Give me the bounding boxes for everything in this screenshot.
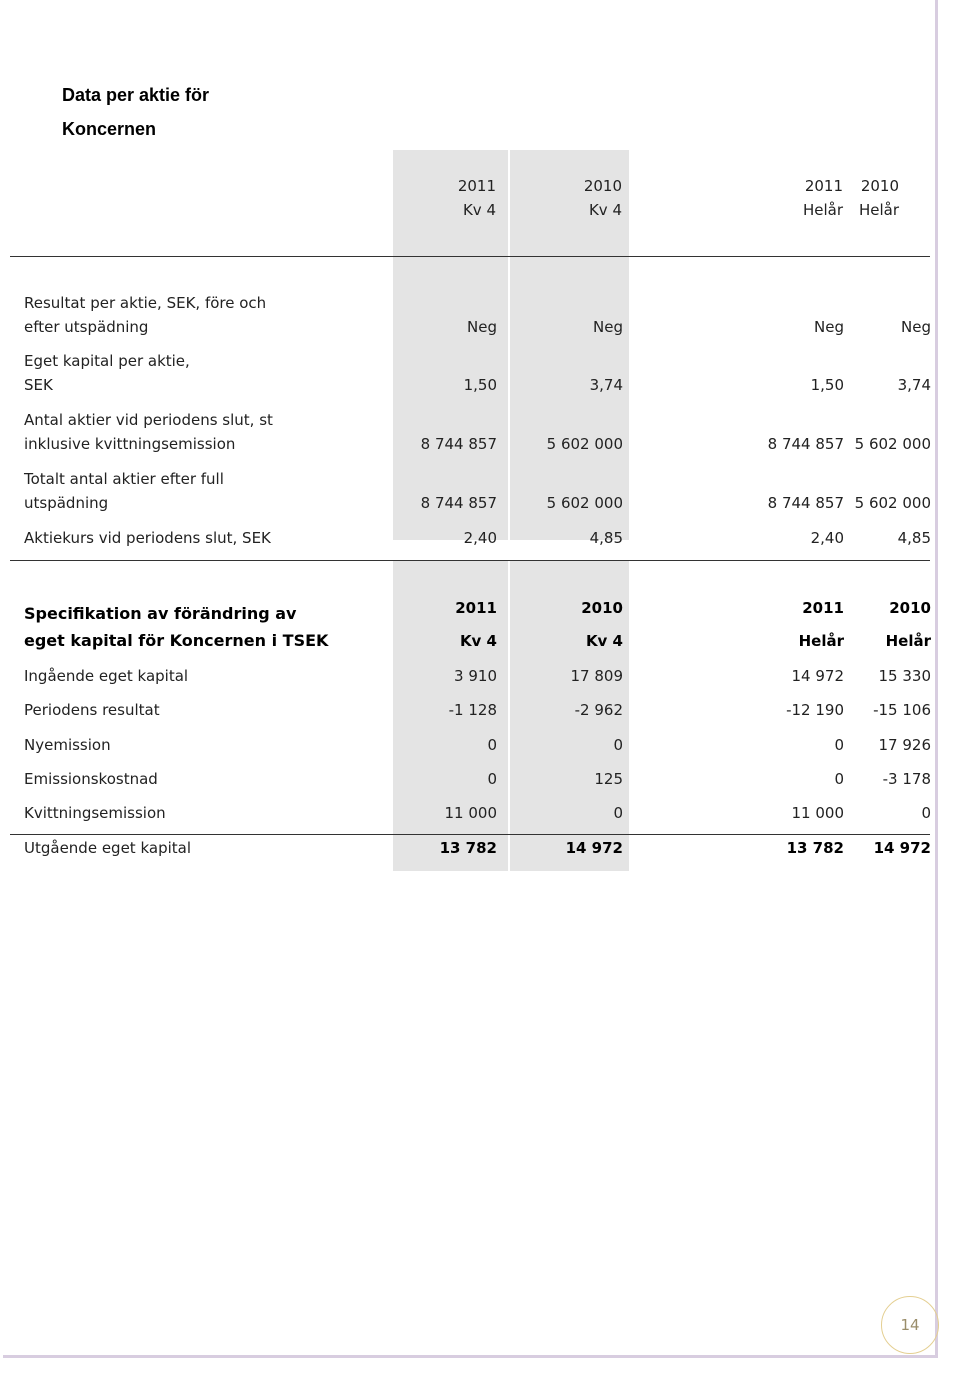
- cell-value: 11 000: [791, 804, 844, 822]
- row-label: Antal aktier vid periodens slut, st: [24, 411, 273, 429]
- cell-value: 0: [921, 804, 931, 822]
- page-title-line-1: Data per aktie för: [62, 85, 210, 105]
- cell-value: Neg: [467, 318, 497, 336]
- cell-value: 125: [594, 770, 623, 788]
- row-label: Emissionskostnad: [24, 770, 158, 788]
- cell-value: 11 000: [444, 804, 497, 822]
- cell-value: 3 910: [454, 667, 497, 685]
- cell-value: 2,40: [463, 529, 497, 547]
- cell-value: 8 744 857: [767, 494, 844, 512]
- row-label: Eget kapital per aktie,: [24, 352, 190, 370]
- col-header-year: 2010: [581, 599, 623, 617]
- row-label: Nyemission: [24, 736, 111, 754]
- table2-total-divider: [10, 834, 930, 835]
- cell-value: 15 330: [878, 667, 931, 685]
- cell-value: -12 190: [786, 701, 844, 719]
- table2-divider-top: [10, 560, 930, 561]
- cell-value: 14 972: [565, 839, 623, 857]
- table2-heading: eget kapital för Koncernen i TSEK: [24, 631, 329, 650]
- col-header-period: Kv 4: [585, 632, 623, 650]
- cell-value: 13 782: [786, 839, 844, 857]
- cell-value: 17 809: [570, 667, 623, 685]
- col-header-period: Kv 4: [588, 201, 622, 219]
- cell-value: 8 744 857: [767, 435, 844, 453]
- cell-value: 1,50: [463, 376, 497, 394]
- cell-value: -1 128: [448, 701, 497, 719]
- cell-value: 4,85: [897, 529, 931, 547]
- cell-value: 3,74: [589, 376, 623, 394]
- col-header-period: Helår: [885, 632, 931, 650]
- cell-value: 1,50: [810, 376, 844, 394]
- cell-value: 17 926: [878, 736, 931, 754]
- cell-value: 13 782: [439, 839, 497, 857]
- row-label: Periodens resultat: [24, 701, 160, 719]
- col-header-year: 2010: [583, 177, 622, 195]
- cell-value: -3 178: [882, 770, 931, 788]
- row-label: SEK: [24, 376, 53, 394]
- cell-value: 5 602 000: [546, 435, 623, 453]
- cell-value: 5 602 000: [854, 494, 931, 512]
- row-label: Aktiekurs vid periodens slut, SEK: [24, 529, 271, 547]
- row-label: inklusive kvittningsemission: [24, 435, 236, 453]
- page-number: 14: [881, 1296, 939, 1354]
- cell-value: 0: [834, 736, 844, 754]
- col-header-year: 2011: [802, 599, 844, 617]
- cell-value: 5 602 000: [546, 494, 623, 512]
- cell-value: 3,74: [897, 376, 931, 394]
- cell-value: 8 744 857: [420, 494, 497, 512]
- col-header-period: Helår: [802, 201, 843, 219]
- cell-value: 8 744 857: [420, 435, 497, 453]
- col-header-year: 2010: [860, 177, 899, 195]
- cell-value: 2,40: [810, 529, 844, 547]
- row-label: Ingående eget kapital: [24, 667, 189, 685]
- col-header-period: Helår: [798, 632, 844, 650]
- col-header-year: 2011: [457, 177, 496, 195]
- col-header-year: 2010: [889, 599, 931, 617]
- cell-value: Neg: [593, 318, 623, 336]
- table2-heading: Specifikation av förändring av: [24, 604, 297, 623]
- cell-value: 0: [834, 770, 844, 788]
- row-label: utspädning: [24, 494, 109, 512]
- col-header-period: Kv 4: [462, 201, 496, 219]
- cell-value: 0: [487, 736, 497, 754]
- page-title-line-2: Koncernen: [62, 119, 157, 139]
- cell-value: Neg: [814, 318, 844, 336]
- col-header-year: 2011: [804, 177, 843, 195]
- row-label: Utgående eget kapital: [24, 839, 191, 857]
- cell-value: 0: [487, 770, 497, 788]
- col-header-year: 2011: [455, 599, 497, 617]
- col-header-period: Kv 4: [459, 632, 497, 650]
- cell-value: 0: [613, 736, 623, 754]
- cell-value: 0: [613, 804, 623, 822]
- row-label: Resultat per aktie, SEK, före och: [24, 294, 267, 312]
- cell-value: 4,85: [589, 529, 623, 547]
- cell-value: 5 602 000: [854, 435, 931, 453]
- row-label: Kvittningsemission: [24, 804, 166, 822]
- cell-value: Neg: [901, 318, 931, 336]
- cell-value: 14 972: [791, 667, 844, 685]
- cell-value: -15 106: [873, 701, 931, 719]
- col-header-period: Helår: [858, 201, 899, 219]
- cell-value: -2 962: [574, 701, 623, 719]
- cell-value: 14 972: [873, 839, 931, 857]
- table1-divider: [10, 256, 930, 257]
- row-label: efter utspädning: [24, 318, 149, 336]
- row-label: Totalt antal aktier efter full: [24, 470, 224, 488]
